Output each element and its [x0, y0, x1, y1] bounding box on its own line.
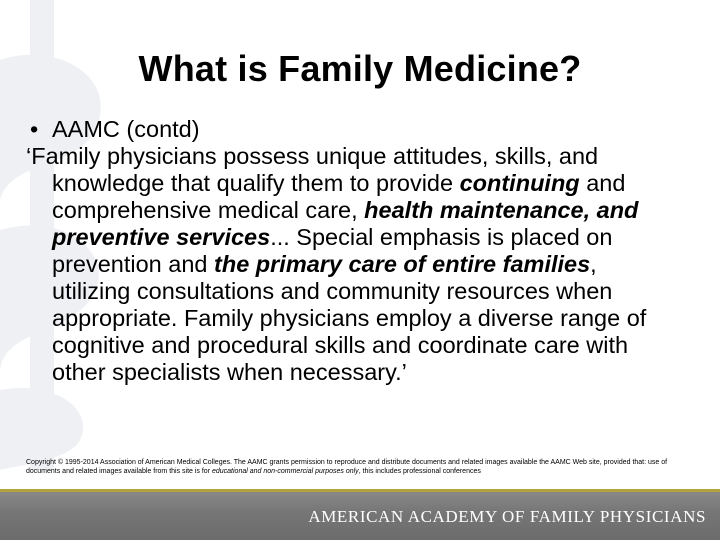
copyright-emphasis: educational and non-commercial purposes only [211, 468, 359, 475]
quote-paragraph [26, 143, 676, 386]
quote-emphasis: continuing [459, 170, 580, 196]
quote-segment: and comprehensive medical care, [52, 170, 626, 223]
quote-segment: ... Special emphasis is placed on prevention and [52, 224, 613, 277]
copyright-notice [26, 458, 676, 476]
bullet-marker: • [30, 116, 39, 142]
quote-segment: ‘Family physicians possess unique attitudes, skills, and knowledge that qualify them to provide [26, 143, 599, 196]
quote-emphasis: the primary care of entire families [214, 251, 591, 277]
slide-title: What is Family Medicine? [138, 48, 582, 89]
footer-bar [0, 489, 720, 540]
bullet-text: AAMC (contd) [52, 116, 200, 142]
quote-segment: , utilizing consultations and community resources when appropriate. Family physicians employ a diverse range of cognitive and procedural skills and coordinate care with other specialists when necessary.’ [52, 251, 647, 385]
copyright-text-end: , this includes professional conferences [358, 468, 481, 475]
bullet-item [30, 116, 676, 143]
footer-accent-line [0, 489, 720, 492]
quote-emphasis: health maintenance, and preventive services [52, 197, 639, 250]
organization-name: AMERICAN ACADEMY OF FAMILY PHYSICIANS [308, 507, 706, 526]
slide-body [26, 116, 676, 386]
copyright-text: Copyright © 1995-2014 Association of American Medical Colleges. The AAMC grants permission to reproduce and distribute documents and related images available the AAMC Web site, provided that: use of documents and related images available from this site is for [26, 459, 668, 475]
